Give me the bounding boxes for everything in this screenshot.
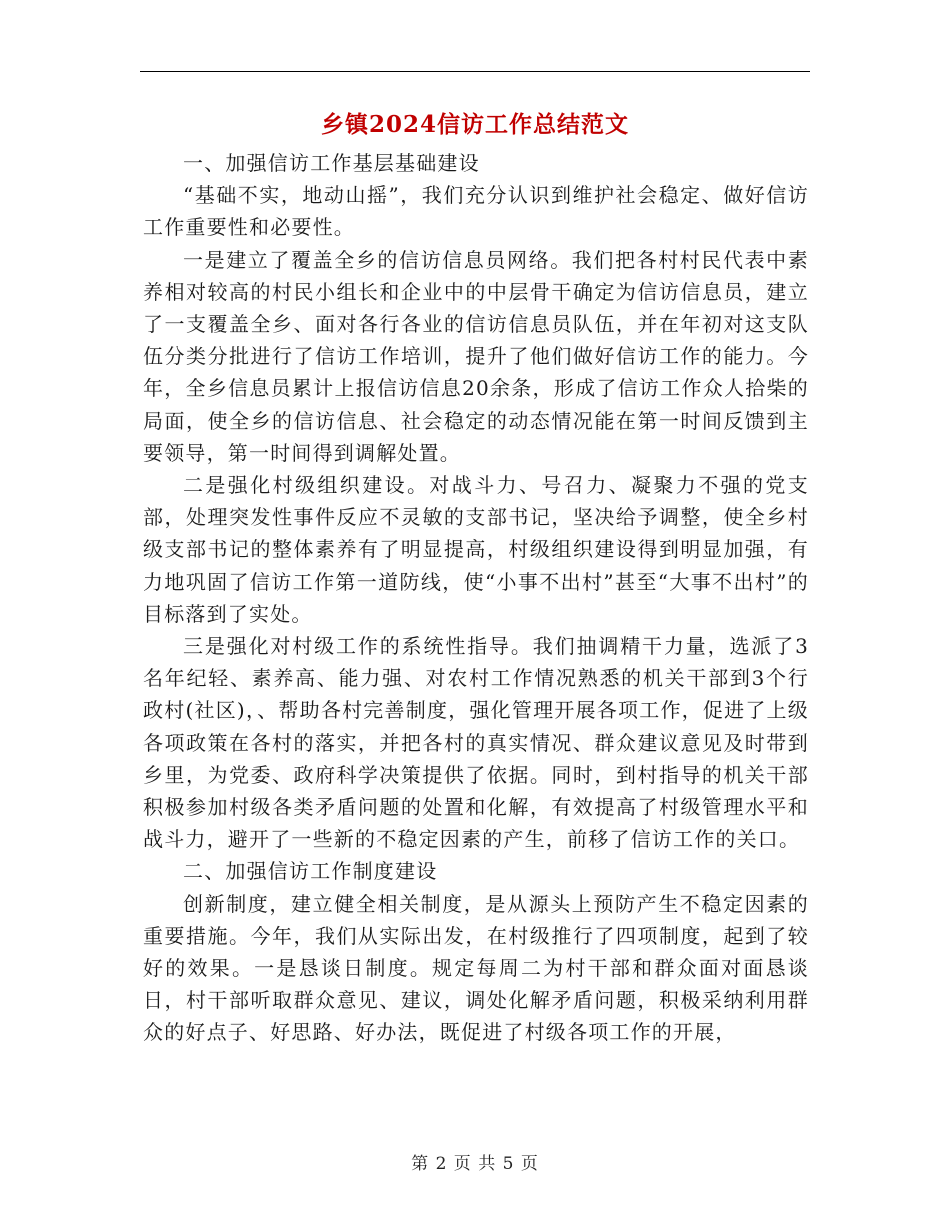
section-heading-1: 一、加强信访工作基层基础建设 <box>183 151 480 175</box>
body-paragraph: 创新制度，建立健全相关制度，是从源头上预防产生不稳定因素的重要措施。今年，我们从实际出发，在村级推行了四项制度，起到了较好的效果。一是恳谈日制度。规定每周二为村干部和群众面对面恳谈日，村干部听取群众意见、建议，调处化解矛盾问题，积极采纳利用群众的好点子、好思路、好办法，既促进了村级各项工作的开展， <box>143 891 809 1045</box>
document-body <box>143 147 809 1049</box>
page-number: 第 2 页 共 5 页 <box>411 1154 539 1174</box>
header-rule <box>140 71 810 72</box>
document-title: 乡镇2024信访工作总结范文 <box>320 111 629 138</box>
body-paragraph: 二是强化村级组织建设。对战斗力、号召力、凝聚力不强的党支部，处理突发性事件反应不灵敏的支部书记，坚决给予调整，使全乡村级支部书记的整体素养有了明显提高，村级组织建设得到明显加强，有力地巩固了信访工作第一道防线，使“小事不出村”甚至“大事不出村”的目标落到了实处。 <box>143 473 809 626</box>
section-heading-2: 二、加强信访工作制度建设 <box>183 859 438 884</box>
body-paragraph: 一是建立了覆盖全乡的信访信息员网络。我们把各村村民代表中素养相对较高的村民小组长和企业中的中层骨干确定为信访信息员，建立了一支覆盖全乡、面对各行各业的信访信息员队伍，并在年初对这支队伍分类分批进行了信访工作培训，提升了他们做好信访工作的能力。今年，全乡信息员累计上报信访信息20余条，形成了信访工作众人拾柴的局面，使全乡的信访信息、社会稳定的动态情况能在第一时间反馈到主要领导，第一时间得到调解处置。 <box>143 247 809 465</box>
body-paragraph: 三是强化对村级工作的系统性指导。我们抽调精干力量，选派了3名年纪轻、素养高、能力强、对农村工作情况熟悉的机关干部到3个行政村(社区)，、帮助各村完善制度，强化管理开展各项工作，促进了上级各项政策在各村的落实，并把各村的真实情况、群众建议意见及时带到乡里，为党委、政府科学决策提供了依据。同时，到村指导的机关干部积极参加村级各类矛盾问题的处置和化解，有效提高了村级管理水平和战斗力，避开了一些新的不稳定因素的产生，前移了信访工作的关口。 <box>143 634 809 852</box>
body-paragraph: “基础不实，地动山摇”，我们充分认识到维护社会稳定、做好信访工作重要性和必要性。 <box>143 183 809 240</box>
